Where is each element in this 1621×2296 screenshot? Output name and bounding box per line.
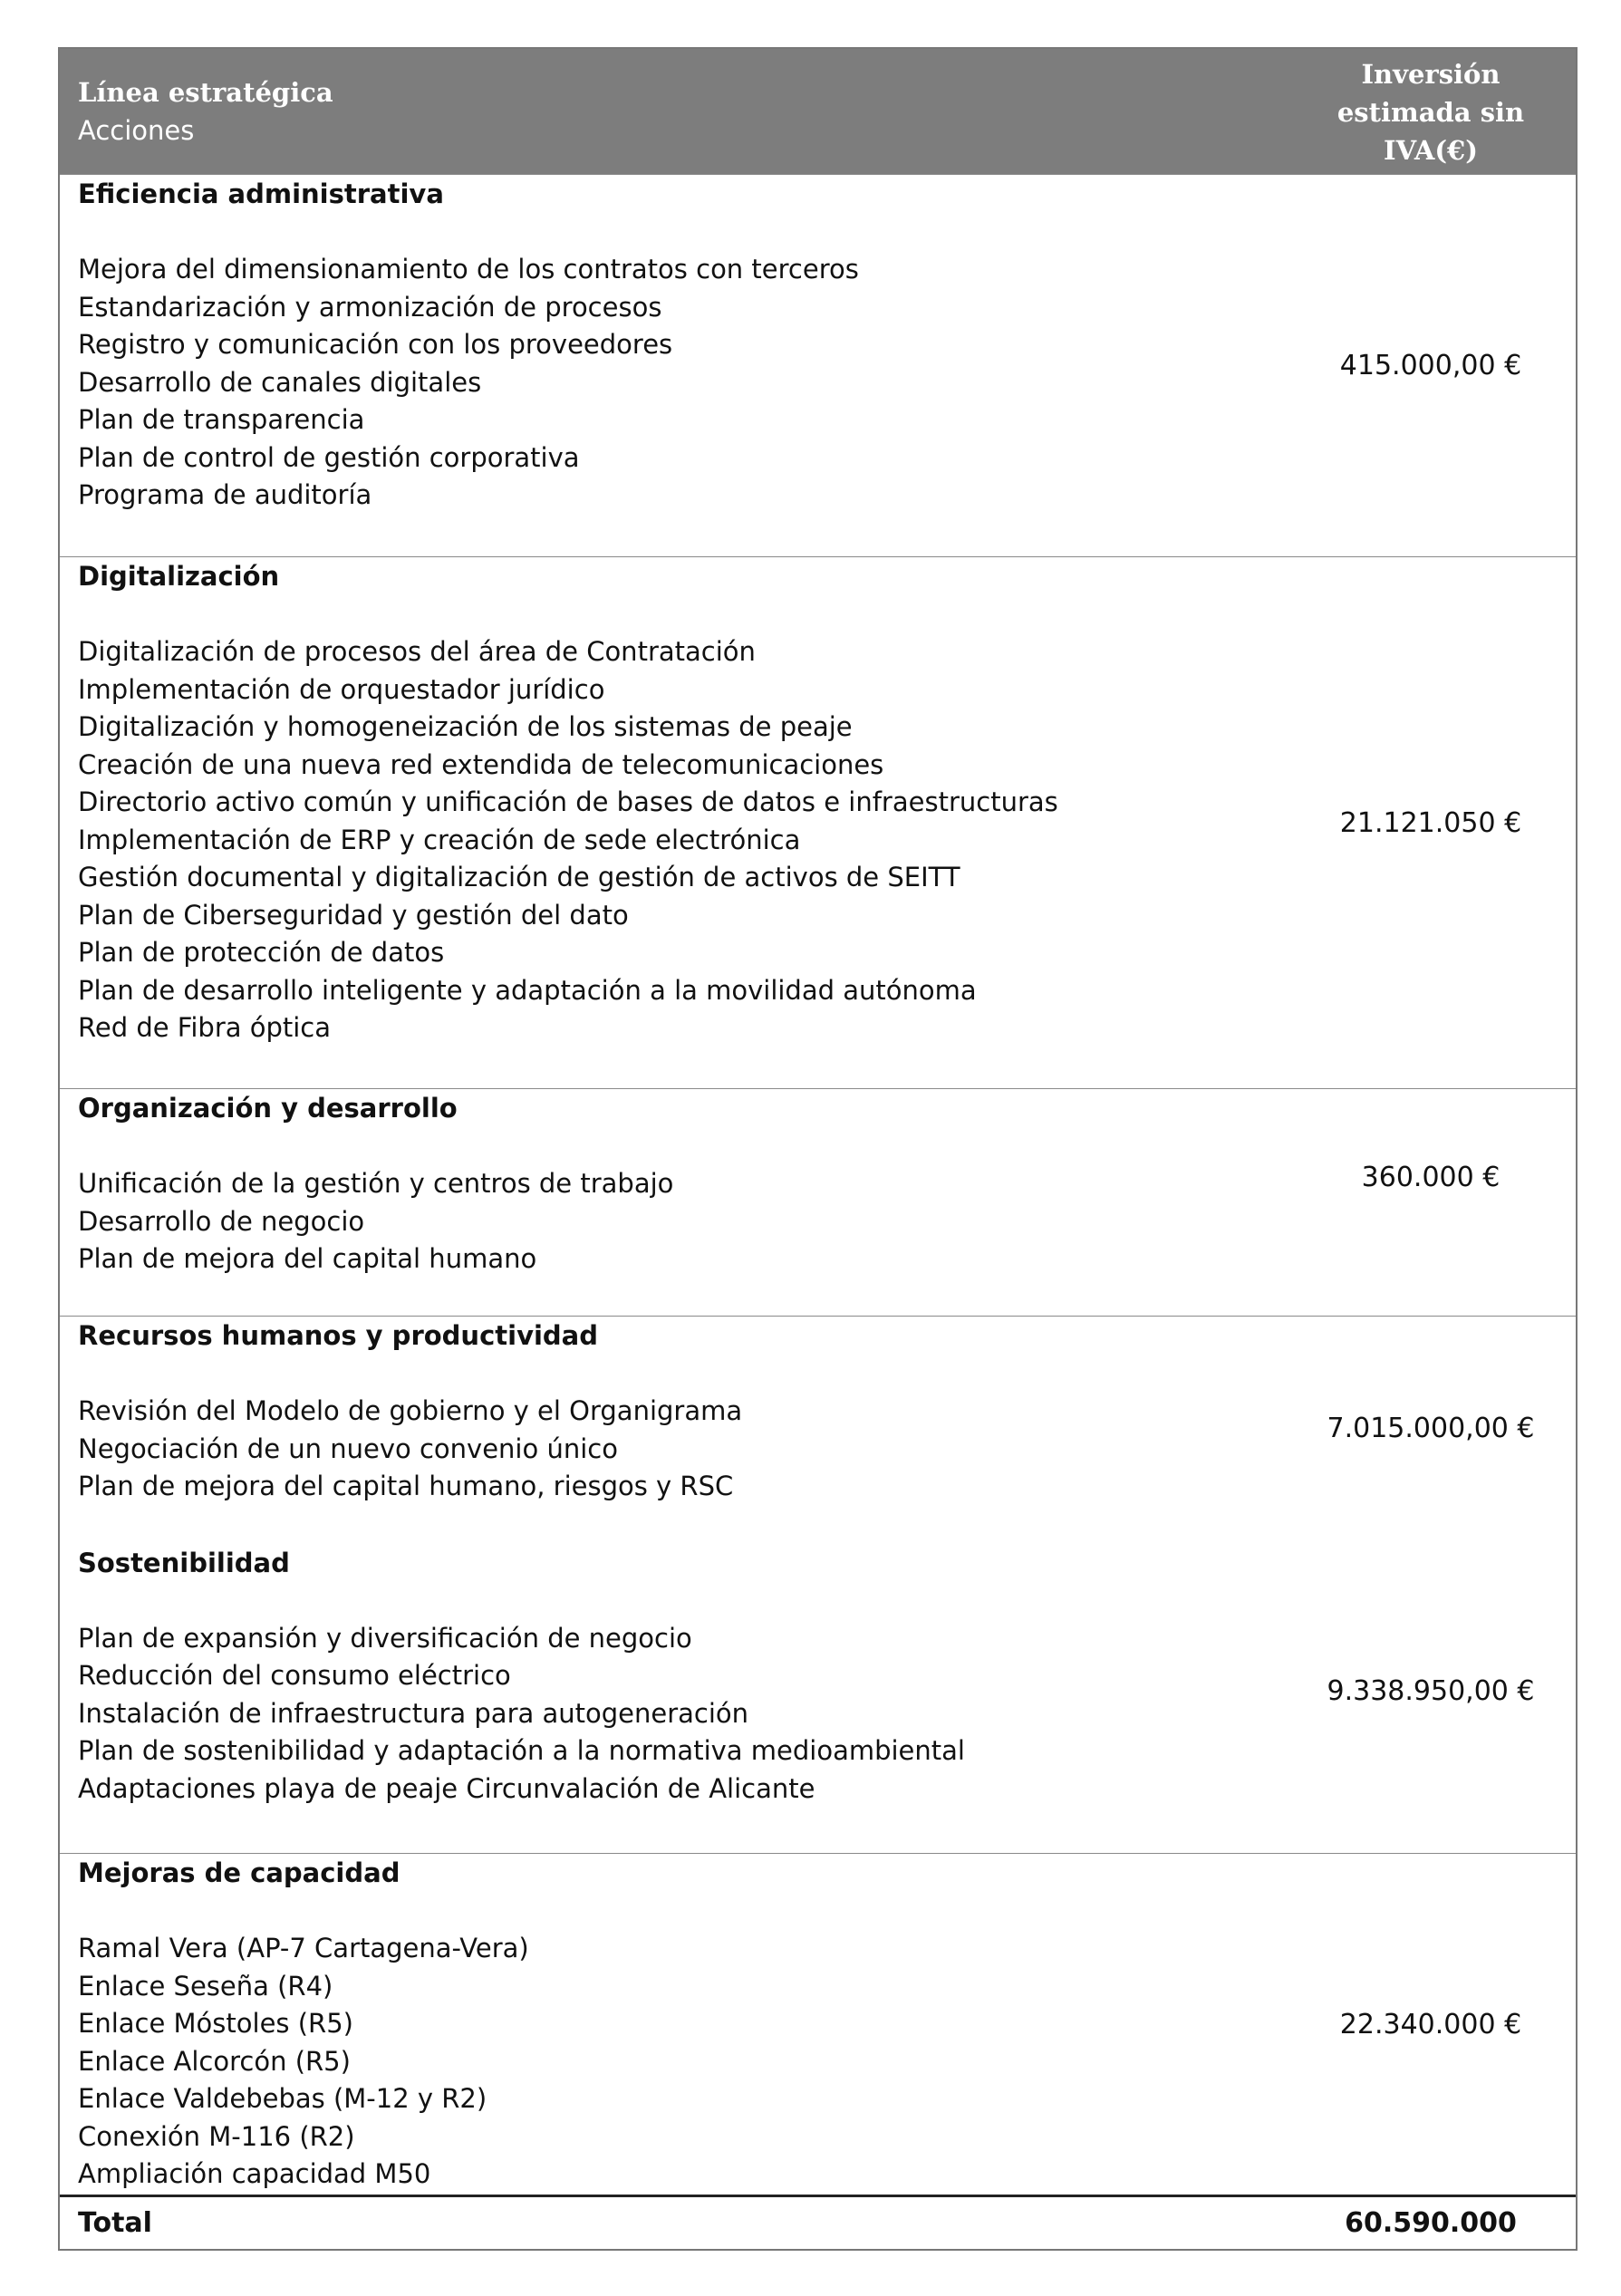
header-investment-line3: IVA(€) bbox=[1384, 135, 1478, 166]
section-title: Sostenibilidad bbox=[78, 1547, 290, 1578]
section-amount: 9.338.950,00 € bbox=[1327, 1675, 1535, 1707]
section-row bbox=[60, 174, 1576, 556]
header-subtitle: Acciones bbox=[78, 115, 195, 146]
section-row bbox=[60, 1088, 1576, 1316]
header-investment-line1: Inversión bbox=[1361, 59, 1500, 90]
section-title: Digitalización bbox=[78, 561, 280, 592]
list-item: Revisión del Modelo de gobierno y el Organigrama bbox=[78, 1395, 743, 1426]
section-amount: 415.000,00 € bbox=[1339, 350, 1522, 381]
list-item: Enlace Alcorcón (R5) bbox=[78, 2045, 351, 2077]
header-title: Línea estratégica bbox=[78, 77, 333, 108]
section-row bbox=[60, 1853, 1576, 2195]
list-item: Digitalización de procesos del área de Contratación bbox=[78, 636, 756, 667]
section-amount: 21.121.050 € bbox=[1339, 806, 1522, 839]
list-item: Desarrollo de canales digitales bbox=[78, 366, 482, 398]
header-strategic-line bbox=[60, 49, 1286, 174]
total-row bbox=[60, 2195, 1576, 2249]
list-item: Implementación de orquestador jurídico bbox=[78, 673, 605, 705]
section-title: Recursos humanos y productividad bbox=[78, 1320, 598, 1351]
section-amount: 7.015.000,00 € bbox=[1327, 1413, 1535, 1444]
list-item: Conexión M-116 (R2) bbox=[78, 2120, 355, 2152]
header-investment bbox=[1286, 49, 1576, 174]
section-title: Eficiencia administrativa bbox=[78, 178, 444, 209]
section-row bbox=[60, 1316, 1576, 1853]
list-item: Plan de transparencia bbox=[78, 404, 365, 435]
list-item: Plan de Ciberseguridad y gestión del dato bbox=[78, 899, 629, 931]
total-label: Total bbox=[78, 2207, 152, 2239]
list-item: Mejora del dimensionamiento de los contratos con terceros bbox=[78, 254, 859, 285]
investment-table bbox=[58, 47, 1578, 2251]
table-header bbox=[60, 49, 1576, 174]
list-item: Unificación de la gestión y centros de trabajo bbox=[78, 1168, 674, 1199]
list-item: Red de Fibra óptica bbox=[78, 1012, 332, 1043]
list-item: Enlace Seseña (R4) bbox=[78, 1970, 333, 2002]
list-item: Implementación de ERP y creación de sede electrónica bbox=[78, 824, 801, 855]
section-amount: 360.000 € bbox=[1361, 1162, 1500, 1193]
list-item: Plan de mejora del capital humano bbox=[78, 1243, 537, 1274]
list-item: Ramal Vera (AP-7 Cartagena-Vera) bbox=[78, 1933, 529, 1963]
list-item: Programa de auditoría bbox=[78, 479, 372, 510]
list-item: Reducción del consumo eléctrico bbox=[78, 1660, 511, 1691]
list-item: Directorio activo común y unificación de bases de datos e infraestructuras bbox=[78, 786, 1058, 817]
header-investment-line2: estimada sin bbox=[1336, 97, 1525, 128]
list-item: Digitalización y homogeneización de los sistemas de peaje bbox=[78, 711, 853, 742]
list-item: Instalación de infraestructura para autogeneración bbox=[78, 1697, 749, 1729]
list-item: Registro y comunicación con los proveedores bbox=[78, 329, 673, 360]
list-item: Plan de sostenibilidad y adaptación a la normativa medioambiental bbox=[78, 1735, 965, 1766]
list-item: Plan de desarrollo inteligente y adaptación a la movilidad autónoma bbox=[78, 974, 977, 1006]
list-item: Enlace Móstoles (R5) bbox=[78, 2008, 353, 2039]
list-item: Gestión documental y digitalización de gestión de activos de SEITT bbox=[78, 862, 960, 892]
list-item: Creación de una nueva red extendida de telecomunicaciones bbox=[78, 748, 884, 780]
section-title: Mejoras de capacidad bbox=[78, 1857, 400, 1888]
list-item: Plan de control de gestión corporativa bbox=[78, 441, 580, 473]
list-item: Estandarización y armonización de procesos bbox=[78, 291, 662, 323]
section-amount: 22.340.000 € bbox=[1339, 2008, 1522, 2040]
list-item: Negociación de un nuevo convenio único bbox=[78, 1433, 618, 1464]
list-item: Plan de protección de datos bbox=[78, 937, 445, 968]
section-row bbox=[60, 556, 1576, 1088]
total-amount: 60.590.000 bbox=[1345, 2207, 1517, 2239]
list-item: Desarrollo de negocio bbox=[78, 1205, 365, 1237]
list-item: Adaptaciones playa de peaje Circunvalación de Alicante bbox=[78, 1772, 815, 1804]
section-title: Organización y desarrollo bbox=[78, 1093, 458, 1124]
list-item: Enlace Valdebebas (M-12 y R2) bbox=[78, 2083, 487, 2114]
list-item: Ampliación capacidad M50 bbox=[78, 2158, 431, 2189]
list-item: Plan de mejora del capital humano, riesgos y RSC bbox=[78, 1471, 734, 1501]
list-item: Plan de expansión y diversificación de negocio bbox=[78, 1622, 692, 1654]
